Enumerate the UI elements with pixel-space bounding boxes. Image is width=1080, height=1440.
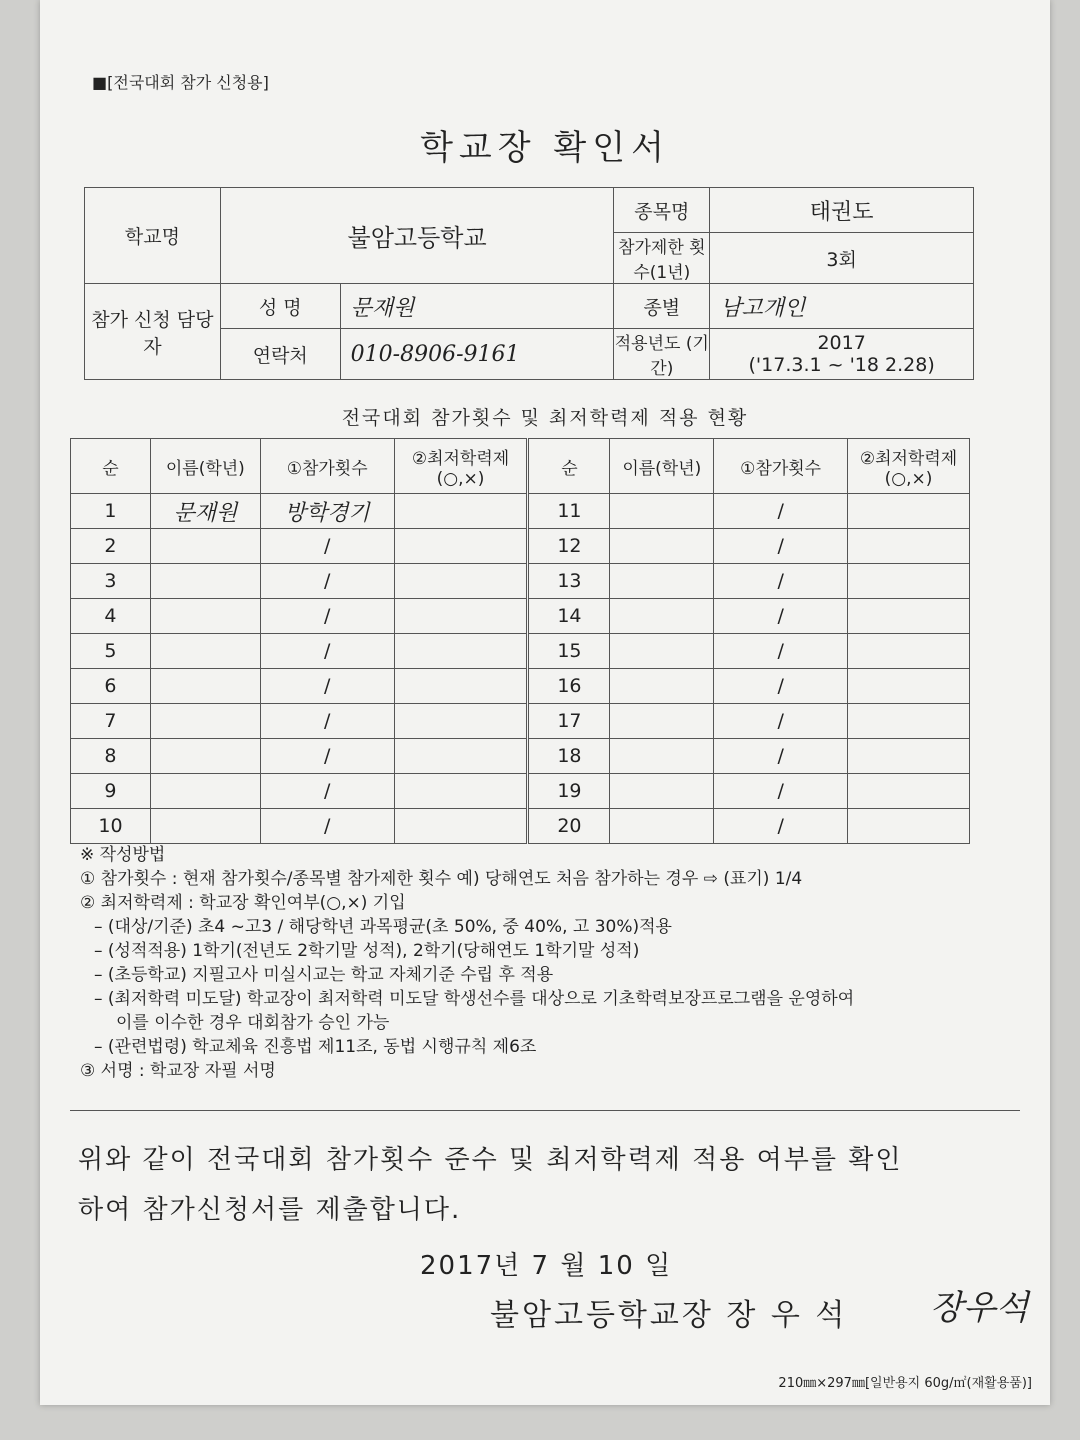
form-tag: ■[전국대회 참가 신청용] xyxy=(92,73,269,92)
row-count: / xyxy=(714,529,848,564)
instruction-line: 이를 이수한 경우 대회참가 승인 가능 xyxy=(116,1013,390,1033)
row-count: / xyxy=(260,564,394,599)
row-min xyxy=(848,704,970,739)
instruction-line: ※ 작성방법 xyxy=(80,845,166,865)
col-header-count: ①참가횟수 xyxy=(714,439,848,494)
row-name xyxy=(150,774,260,809)
year-value: 2017 xyxy=(817,332,866,354)
row-number: 4 xyxy=(71,599,151,634)
row-number: 5 xyxy=(71,634,151,669)
row-number: 2 xyxy=(71,529,151,564)
table-row xyxy=(71,634,970,669)
col-header-name: 이름(학년) xyxy=(610,439,714,494)
row-min xyxy=(848,529,970,564)
declaration xyxy=(78,1135,1018,1235)
page-title: 학교장 확인서 xyxy=(420,128,670,168)
row-count: / xyxy=(260,599,394,634)
col-header-name: 이름(학년) xyxy=(150,439,260,494)
row-count: 방학경기 xyxy=(260,494,394,529)
row-name xyxy=(610,564,714,599)
instruction-line: ② 최저학력제 : 학교장 확인여부(○,×) 기입 xyxy=(80,893,406,913)
table-row xyxy=(71,494,970,529)
col-header-count: ①참가횟수 xyxy=(260,439,394,494)
instruction-line: ① 참가횟수 : 현재 참가횟수/종목별 참가제한 횟수 예) 당해연도 처음 참가하는 경우 ⇨ (표기) 1/4 xyxy=(80,869,803,889)
row-number: 9 xyxy=(71,774,151,809)
table-row xyxy=(71,529,970,564)
name-label: 성 명 xyxy=(220,284,340,329)
school-label: 학교명 xyxy=(85,188,221,284)
row-number: 11 xyxy=(528,494,610,529)
row-number: 14 xyxy=(528,599,610,634)
table-header-row xyxy=(71,439,970,494)
document-page xyxy=(40,0,1050,1405)
row-number: 3 xyxy=(71,564,151,599)
row-number: 16 xyxy=(528,669,610,704)
row-name xyxy=(610,669,714,704)
table-row xyxy=(71,809,970,844)
row-count: / xyxy=(714,669,848,704)
row-count: / xyxy=(260,739,394,774)
instruction-line: – (성적적용) 1학기(전년도 2학기말 성적), 2학기(당해연도 1학기말 성적) xyxy=(94,941,640,961)
row-number: 7 xyxy=(71,704,151,739)
row-min xyxy=(394,564,528,599)
table-row xyxy=(71,669,970,704)
year-label: 적용년도 (기간) xyxy=(614,329,710,380)
instruction-line: – (최저학력 미도달) 학교장이 최저학력 미도달 학생선수를 대상으로 기초학력보장프로그램을 운영하여 xyxy=(94,989,855,1009)
signature: 장우석 xyxy=(930,1288,1029,1328)
declaration-line-1: 위와 같이 전국대회 참가횟수 준수 및 최저학력제 적용 여부를 확인 xyxy=(78,1145,903,1175)
col-header-min: ②최저학력제 (○,×) xyxy=(394,439,528,494)
instructions xyxy=(80,843,1020,1083)
col-header-no: 순 xyxy=(71,439,151,494)
paper-spec: 210㎜×297㎜[일반용지 60g/㎡(재활용품)] xyxy=(778,1376,1032,1391)
row-count: / xyxy=(714,704,848,739)
row-name xyxy=(150,669,260,704)
row-name xyxy=(610,739,714,774)
table-row xyxy=(71,774,970,809)
school-value: 불암고등학교 xyxy=(220,188,614,284)
row-min xyxy=(394,494,528,529)
row-name: 문재원 xyxy=(150,494,260,529)
row-count: / xyxy=(260,704,394,739)
row-count: / xyxy=(260,529,394,564)
participation-table xyxy=(70,438,970,844)
row-min xyxy=(394,809,528,844)
row-min xyxy=(394,739,528,774)
row-count: / xyxy=(714,634,848,669)
row-count: / xyxy=(714,774,848,809)
row-number: 19 xyxy=(528,774,610,809)
row-number: 8 xyxy=(71,739,151,774)
row-min xyxy=(848,634,970,669)
row-name xyxy=(150,634,260,669)
year-cell xyxy=(710,329,974,380)
row-min xyxy=(394,529,528,564)
sport-label: 종목명 xyxy=(614,188,710,233)
date: 2017년 7 월 10 일 xyxy=(420,1251,673,1281)
limit-value: 3회 xyxy=(710,233,974,284)
table-row xyxy=(71,599,970,634)
row-min xyxy=(394,634,528,669)
contact-label: 연락처 xyxy=(220,329,340,380)
row-min xyxy=(394,704,528,739)
instruction-line: – (초등학교) 지필고사 미실시교는 학교 자체기준 수립 후 적용 xyxy=(94,965,554,985)
sport-value: 태권도 xyxy=(710,188,974,233)
row-name xyxy=(150,529,260,564)
row-min xyxy=(848,809,970,844)
row-number: 13 xyxy=(528,564,610,599)
row-name xyxy=(150,704,260,739)
row-name xyxy=(610,529,714,564)
year-period: ('17.3.1 ~ '18 2.28) xyxy=(748,354,935,376)
row-count: / xyxy=(260,774,394,809)
row-number: 12 xyxy=(528,529,610,564)
row-min xyxy=(394,669,528,704)
row-count: / xyxy=(714,739,848,774)
table-subtitle: 전국대회 참가횟수 및 최저학력제 적용 현황 xyxy=(341,407,749,429)
instruction-line: – (대상/기준) 초4 ~고3 / 해당학년 과목평균(초 50%, 중 40%, 고 30%)적용 xyxy=(94,917,672,937)
row-name xyxy=(610,704,714,739)
row-min xyxy=(848,739,970,774)
info-table xyxy=(84,187,974,380)
row-name xyxy=(610,494,714,529)
row-count: / xyxy=(714,564,848,599)
signer: 불암고등학교장 장 우 석 xyxy=(490,1298,848,1333)
row-number: 6 xyxy=(71,669,151,704)
row-min xyxy=(848,774,970,809)
row-count: / xyxy=(260,809,394,844)
row-count: / xyxy=(714,599,848,634)
row-min xyxy=(848,494,970,529)
row-number: 15 xyxy=(528,634,610,669)
row-name xyxy=(150,739,260,774)
row-number: 1 xyxy=(71,494,151,529)
row-name xyxy=(610,774,714,809)
row-name xyxy=(610,634,714,669)
instruction-line: ③ 서명 : 학교장 자필 서명 xyxy=(80,1061,276,1081)
category-value: 남고개인 xyxy=(710,284,974,329)
row-name xyxy=(150,809,260,844)
limit-label: 참가제한 횟수(1년) xyxy=(614,233,710,284)
row-name xyxy=(150,564,260,599)
row-min xyxy=(848,564,970,599)
col-header-min: ②최저학력제 (○,×) xyxy=(848,439,970,494)
row-min xyxy=(394,774,528,809)
row-min xyxy=(394,599,528,634)
row-number: 10 xyxy=(71,809,151,844)
table-row xyxy=(71,564,970,599)
row-count: / xyxy=(714,494,848,529)
row-min xyxy=(848,669,970,704)
row-number: 17 xyxy=(528,704,610,739)
col-header-no: 순 xyxy=(528,439,610,494)
row-count: / xyxy=(260,634,394,669)
instruction-line: – (관련법령) 학교체육 진흥법 제11조, 동법 시행규칙 제6조 xyxy=(94,1037,537,1057)
category-label: 종별 xyxy=(614,284,710,329)
row-count: / xyxy=(260,669,394,704)
divider xyxy=(70,1110,1020,1111)
contact-value: 010-8906-9161 xyxy=(340,329,614,380)
row-name xyxy=(610,809,714,844)
manager-label: 참가 신청 담당자 xyxy=(85,284,221,380)
row-name xyxy=(150,599,260,634)
row-number: 20 xyxy=(528,809,610,844)
row-number: 18 xyxy=(528,739,610,774)
row-count: / xyxy=(714,809,848,844)
name-value: 문재원 xyxy=(340,284,614,329)
table-row xyxy=(71,739,970,774)
table-row xyxy=(71,704,970,739)
row-name xyxy=(610,599,714,634)
row-min xyxy=(848,599,970,634)
declaration-line-2: 하여 참가신청서를 제출합니다. xyxy=(78,1195,462,1225)
